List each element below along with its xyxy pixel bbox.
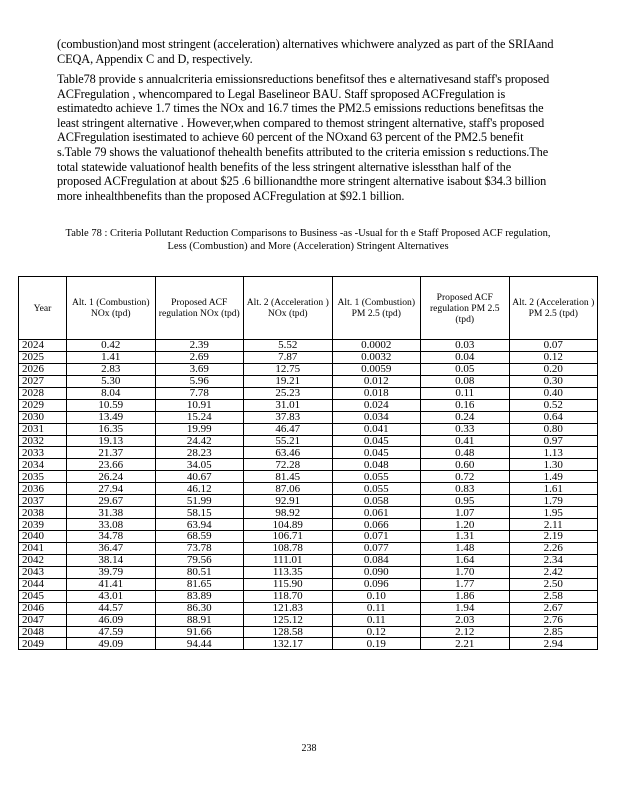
cell-year: 2026 <box>19 363 67 375</box>
cell-year: 2042 <box>19 554 67 566</box>
table-row <box>19 435 598 447</box>
cell-alt1-nox: 47.59 <box>67 626 156 638</box>
cell-year: 2046 <box>19 602 67 614</box>
cell-alt2-nox: 121.83 <box>244 602 333 614</box>
cell-alt2-pm25: 2.11 <box>509 519 598 531</box>
cell-proposed-pm25: 0.41 <box>421 435 510 447</box>
cell-alt1-pm25: 0.012 <box>332 375 421 387</box>
cell-alt2-nox: 104.89 <box>244 519 333 531</box>
cell-alt2-pm25: 2.76 <box>509 614 598 626</box>
cell-proposed-pm25: 1.64 <box>421 554 510 566</box>
table-row <box>19 554 598 566</box>
cell-proposed-pm25: 0.05 <box>421 363 510 375</box>
header-year: Year <box>19 277 67 340</box>
cell-proposed-pm25: 0.60 <box>421 459 510 471</box>
cell-alt2-pm25: 0.40 <box>509 387 598 399</box>
cell-alt2-pm25: 2.26 <box>509 542 598 554</box>
cell-alt2-pm25: 0.20 <box>509 363 598 375</box>
cell-proposed-pm25: 0.95 <box>421 495 510 507</box>
cell-proposed-pm25: 0.83 <box>421 483 510 495</box>
cell-alt1-nox: 8.04 <box>67 387 156 399</box>
cell-alt2-pm25: 0.12 <box>509 351 598 363</box>
cell-year: 2041 <box>19 542 67 554</box>
cell-proposed-nox: 86.30 <box>155 602 244 614</box>
cell-proposed-pm25: 1.86 <box>421 590 510 602</box>
cell-year: 2031 <box>19 423 67 435</box>
cell-alt1-nox: 46.09 <box>67 614 156 626</box>
cell-alt1-nox: 10.59 <box>67 399 156 411</box>
cell-alt2-pm25: 2.50 <box>509 578 598 590</box>
cell-alt1-pm25: 0.071 <box>332 531 421 543</box>
cell-alt1-pm25: 0.10 <box>332 590 421 602</box>
cell-alt2-pm25: 1.95 <box>509 507 598 519</box>
cell-year: 2033 <box>19 447 67 459</box>
cell-alt1-nox: 23.66 <box>67 459 156 471</box>
header-proposed-pm25: Proposed ACF regulation PM 2.5 (tpd) <box>421 277 510 340</box>
table-row <box>19 423 598 435</box>
table-row <box>19 483 598 495</box>
cell-alt1-nox: 31.38 <box>67 507 156 519</box>
cell-proposed-pm25: 0.11 <box>421 387 510 399</box>
cell-alt1-nox: 26.24 <box>67 471 156 483</box>
header-alt1-pm25: Alt. 1 (Combustion) PM 2.5 (tpd) <box>332 277 421 340</box>
cell-year: 2049 <box>19 638 67 650</box>
cell-alt1-pm25: 0.0059 <box>332 363 421 375</box>
cell-alt2-pm25: 0.80 <box>509 423 598 435</box>
cell-proposed-nox: 7.78 <box>155 387 244 399</box>
cell-alt2-pm25: 0.07 <box>509 340 598 352</box>
cell-alt2-nox: 87.06 <box>244 483 333 495</box>
table-row <box>19 375 598 387</box>
cell-alt2-nox: 92.91 <box>244 495 333 507</box>
cell-alt1-nox: 21.37 <box>67 447 156 459</box>
cell-alt2-nox: 25.23 <box>244 387 333 399</box>
cell-year: 2029 <box>19 399 67 411</box>
cell-alt2-pm25: 2.19 <box>509 531 598 543</box>
cell-alt2-pm25: 0.52 <box>509 399 598 411</box>
cell-year: 2047 <box>19 614 67 626</box>
cell-alt2-nox: 5.52 <box>244 340 333 352</box>
cell-alt1-pm25: 0.018 <box>332 387 421 399</box>
cell-alt1-nox: 5.30 <box>67 375 156 387</box>
cell-alt1-pm25: 0.045 <box>332 435 421 447</box>
cell-alt2-nox: 7.87 <box>244 351 333 363</box>
cell-year: 2044 <box>19 578 67 590</box>
cell-year: 2038 <box>19 507 67 519</box>
cell-alt2-nox: 132.17 <box>244 638 333 650</box>
cell-alt1-pm25: 0.12 <box>332 626 421 638</box>
cell-year: 2035 <box>19 471 67 483</box>
cell-proposed-nox: 79.56 <box>155 554 244 566</box>
cell-alt2-nox: 115.90 <box>244 578 333 590</box>
table-row <box>19 363 598 375</box>
cell-alt1-nox: 44.57 <box>67 602 156 614</box>
cell-year: 2032 <box>19 435 67 447</box>
cell-alt2-nox: 12.75 <box>244 363 333 375</box>
cell-proposed-nox: 5.96 <box>155 375 244 387</box>
cell-alt1-pm25: 0.090 <box>332 566 421 578</box>
cell-alt1-nox: 1.41 <box>67 351 156 363</box>
table-row <box>19 471 598 483</box>
cell-alt1-pm25: 0.0032 <box>332 351 421 363</box>
cell-proposed-nox: 2.39 <box>155 340 244 352</box>
cell-year: 2036 <box>19 483 67 495</box>
cell-alt2-nox: 113.35 <box>244 566 333 578</box>
cell-proposed-pm25: 0.48 <box>421 447 510 459</box>
cell-alt1-pm25: 0.11 <box>332 614 421 626</box>
table-row <box>19 507 598 519</box>
cell-alt1-pm25: 0.048 <box>332 459 421 471</box>
cell-year: 2034 <box>19 459 67 471</box>
cell-alt1-nox: 2.83 <box>67 363 156 375</box>
cell-alt2-nox: 98.92 <box>244 507 333 519</box>
cell-alt2-pm25: 0.64 <box>509 411 598 423</box>
table-row <box>19 495 598 507</box>
cell-proposed-pm25: 1.70 <box>421 566 510 578</box>
cell-alt2-pm25: 1.61 <box>509 483 598 495</box>
cell-alt1-pm25: 0.0002 <box>332 340 421 352</box>
cell-proposed-nox: 81.65 <box>155 578 244 590</box>
cell-year: 2028 <box>19 387 67 399</box>
cell-alt1-pm25: 0.077 <box>332 542 421 554</box>
table-row <box>19 459 598 471</box>
table-row <box>19 626 598 638</box>
cell-alt2-nox: 63.46 <box>244 447 333 459</box>
cell-alt2-pm25: 1.13 <box>509 447 598 459</box>
header-alt2-nox: Alt. 2 (Acceleration ) NOx (tpd) <box>244 277 333 340</box>
cell-alt2-pm25: 0.30 <box>509 375 598 387</box>
cell-alt1-nox: 49.09 <box>67 638 156 650</box>
table-row <box>19 519 598 531</box>
page-number: 238 <box>301 743 317 754</box>
cell-alt1-nox: 36.47 <box>67 542 156 554</box>
cell-alt2-pm25: 2.85 <box>509 626 598 638</box>
cell-alt2-nox: 111.01 <box>244 554 333 566</box>
cell-alt2-pm25: 2.42 <box>509 566 598 578</box>
table-row <box>19 387 598 399</box>
header-alt1-nox: Alt. 1 (Combustion) NOx (tpd) <box>67 277 156 340</box>
cell-proposed-pm25: 1.94 <box>421 602 510 614</box>
header-alt2-pm25: Alt. 2 (Acceleration ) PM 2.5 (tpd) <box>509 277 598 340</box>
cell-proposed-pm25: 0.72 <box>421 471 510 483</box>
cell-proposed-nox: 94.44 <box>155 638 244 650</box>
cell-proposed-nox: 34.05 <box>155 459 244 471</box>
cell-proposed-pm25: 1.20 <box>421 519 510 531</box>
cell-alt2-pm25: 1.30 <box>509 459 598 471</box>
table-row <box>19 566 598 578</box>
cell-alt2-pm25: 2.67 <box>509 602 598 614</box>
cell-alt1-nox: 16.35 <box>67 423 156 435</box>
cell-proposed-pm25: 0.04 <box>421 351 510 363</box>
cell-alt1-pm25: 0.034 <box>332 411 421 423</box>
cell-alt1-pm25: 0.061 <box>332 507 421 519</box>
cell-alt1-nox: 38.14 <box>67 554 156 566</box>
cell-proposed-pm25: 0.24 <box>421 411 510 423</box>
cell-year: 2037 <box>19 495 67 507</box>
emissions-table <box>18 276 598 650</box>
cell-alt2-nox: 19.21 <box>244 375 333 387</box>
cell-alt2-nox: 46.47 <box>244 423 333 435</box>
cell-alt2-nox: 37.83 <box>244 411 333 423</box>
cell-alt1-pm25: 0.084 <box>332 554 421 566</box>
cell-alt1-pm25: 0.045 <box>332 447 421 459</box>
cell-alt1-pm25: 0.066 <box>332 519 421 531</box>
cell-alt1-pm25: 0.11 <box>332 602 421 614</box>
cell-proposed-pm25: 2.12 <box>421 626 510 638</box>
table-row <box>19 351 598 363</box>
table-row <box>19 447 598 459</box>
cell-proposed-pm25: 1.31 <box>421 531 510 543</box>
cell-proposed-nox: 28.23 <box>155 447 244 459</box>
cell-alt1-pm25: 0.041 <box>332 423 421 435</box>
cell-alt2-pm25: 0.97 <box>509 435 598 447</box>
table-row <box>19 542 598 554</box>
cell-alt2-nox: 128.58 <box>244 626 333 638</box>
cell-alt2-nox: 125.12 <box>244 614 333 626</box>
table-header-row <box>19 277 598 340</box>
cell-alt2-nox: 106.71 <box>244 531 333 543</box>
cell-proposed-nox: 68.59 <box>155 531 244 543</box>
cell-alt1-nox: 19.13 <box>67 435 156 447</box>
cell-proposed-pm25: 2.21 <box>421 638 510 650</box>
cell-proposed-pm25: 0.33 <box>421 423 510 435</box>
cell-alt2-nox: 108.78 <box>244 542 333 554</box>
cell-alt2-pm25: 1.49 <box>509 471 598 483</box>
cell-alt2-pm25: 2.94 <box>509 638 598 650</box>
cell-year: 2027 <box>19 375 67 387</box>
cell-proposed-pm25: 0.08 <box>421 375 510 387</box>
cell-proposed-pm25: 2.03 <box>421 614 510 626</box>
cell-alt1-pm25: 0.055 <box>332 483 421 495</box>
cell-alt1-nox: 33.08 <box>67 519 156 531</box>
cell-proposed-pm25: 1.48 <box>421 542 510 554</box>
cell-year: 2045 <box>19 590 67 602</box>
cell-proposed-nox: 2.69 <box>155 351 244 363</box>
cell-year: 2025 <box>19 351 67 363</box>
cell-proposed-pm25: 1.77 <box>421 578 510 590</box>
cell-alt1-nox: 43.01 <box>67 590 156 602</box>
cell-proposed-nox: 46.12 <box>155 483 244 495</box>
cell-proposed-nox: 88.91 <box>155 614 244 626</box>
cell-alt2-nox: 72.28 <box>244 459 333 471</box>
cell-alt1-pm25: 0.055 <box>332 471 421 483</box>
cell-proposed-pm25: 0.16 <box>421 399 510 411</box>
cell-proposed-nox: 58.15 <box>155 507 244 519</box>
cell-alt1-pm25: 0.096 <box>332 578 421 590</box>
cell-alt1-pm25: 0.19 <box>332 638 421 650</box>
cell-alt1-nox: 0.42 <box>67 340 156 352</box>
cell-alt1-pm25: 0.024 <box>332 399 421 411</box>
cell-proposed-nox: 3.69 <box>155 363 244 375</box>
cell-year: 2040 <box>19 531 67 543</box>
cell-proposed-nox: 15.24 <box>155 411 244 423</box>
cell-proposed-nox: 51.99 <box>155 495 244 507</box>
cell-proposed-pm25: 1.07 <box>421 507 510 519</box>
cell-proposed-nox: 19.99 <box>155 423 244 435</box>
cell-proposed-pm25: 0.03 <box>421 340 510 352</box>
table-row <box>19 614 598 626</box>
cell-proposed-nox: 83.89 <box>155 590 244 602</box>
cell-proposed-nox: 10.91 <box>155 399 244 411</box>
table-row <box>19 340 598 352</box>
body-paragraph: Table78 provide s annualcriteria emissionsreductions benefitsof thes e alternativesand staff's proposed ACFregulation , whencompared to Legal Baselineor BAU. Staff sproposed ACFregulation is estimatedto achieve 1.7 times the NOx and 16.7 times the PM2.5 emissions reductions benefitsas the least stringent alternative . However,when compared to themost stringent alternative, staff's proposed ACFregulation isestimated to achieve 60 percent of the NOxand 63 percent of the PM2.5 benefit s.Table 79 shows the valuationof thehealth benefits attributed to the criteria emission s reductions.The total statewide valuationof health benefits of the less stringent alternative islessthan half of the proposed ACFregulation at about $25 .6 billionandthe more stringent alternative isabout $34.3 billion more inhealthbenefits than the proposed ACFregulation at $92.1 billion. <box>57 72 550 203</box>
cell-alt1-nox: 39.79 <box>67 566 156 578</box>
cell-alt2-nox: 31.01 <box>244 399 333 411</box>
cell-year: 2024 <box>19 340 67 352</box>
cell-year: 2030 <box>19 411 67 423</box>
cell-proposed-nox: 63.94 <box>155 519 244 531</box>
intro-paragraph: (combustion)and most stringent (acceleration) alternatives whichwere analyzed as part of the SRIAand CEQA, Appendix C and D, respectively. <box>57 37 554 66</box>
table-caption: Table 78 : Criteria Pollutant Reduction Comparisons to Business -as -Usual for th e Staff Proposed ACF regulation, Less (Combustion) and More (Acceleration) Stringent Alternatives <box>65 228 551 252</box>
cell-alt1-nox: 13.49 <box>67 411 156 423</box>
cell-alt1-nox: 27.94 <box>67 483 156 495</box>
table-row <box>19 531 598 543</box>
cell-alt1-nox: 41.41 <box>67 578 156 590</box>
cell-year: 2043 <box>19 566 67 578</box>
table-row <box>19 399 598 411</box>
table-row <box>19 602 598 614</box>
table-row <box>19 578 598 590</box>
cell-proposed-nox: 73.78 <box>155 542 244 554</box>
cell-proposed-nox: 80.51 <box>155 566 244 578</box>
cell-alt2-nox: 55.21 <box>244 435 333 447</box>
header-proposed-nox: Proposed ACF regulation NOx (tpd) <box>155 277 244 340</box>
cell-alt2-pm25: 2.34 <box>509 554 598 566</box>
cell-alt1-nox: 29.67 <box>67 495 156 507</box>
table-row <box>19 590 598 602</box>
cell-alt2-nox: 118.70 <box>244 590 333 602</box>
cell-proposed-nox: 40.67 <box>155 471 244 483</box>
cell-alt2-pm25: 2.58 <box>509 590 598 602</box>
table-body <box>19 340 598 650</box>
cell-year: 2048 <box>19 626 67 638</box>
cell-alt1-nox: 34.78 <box>67 531 156 543</box>
cell-alt2-pm25: 1.79 <box>509 495 598 507</box>
cell-proposed-nox: 24.42 <box>155 435 244 447</box>
cell-proposed-nox: 91.66 <box>155 626 244 638</box>
cell-alt2-nox: 81.45 <box>244 471 333 483</box>
table-row <box>19 411 598 423</box>
cell-alt1-pm25: 0.058 <box>332 495 421 507</box>
table-row <box>19 638 598 650</box>
cell-year: 2039 <box>19 519 67 531</box>
